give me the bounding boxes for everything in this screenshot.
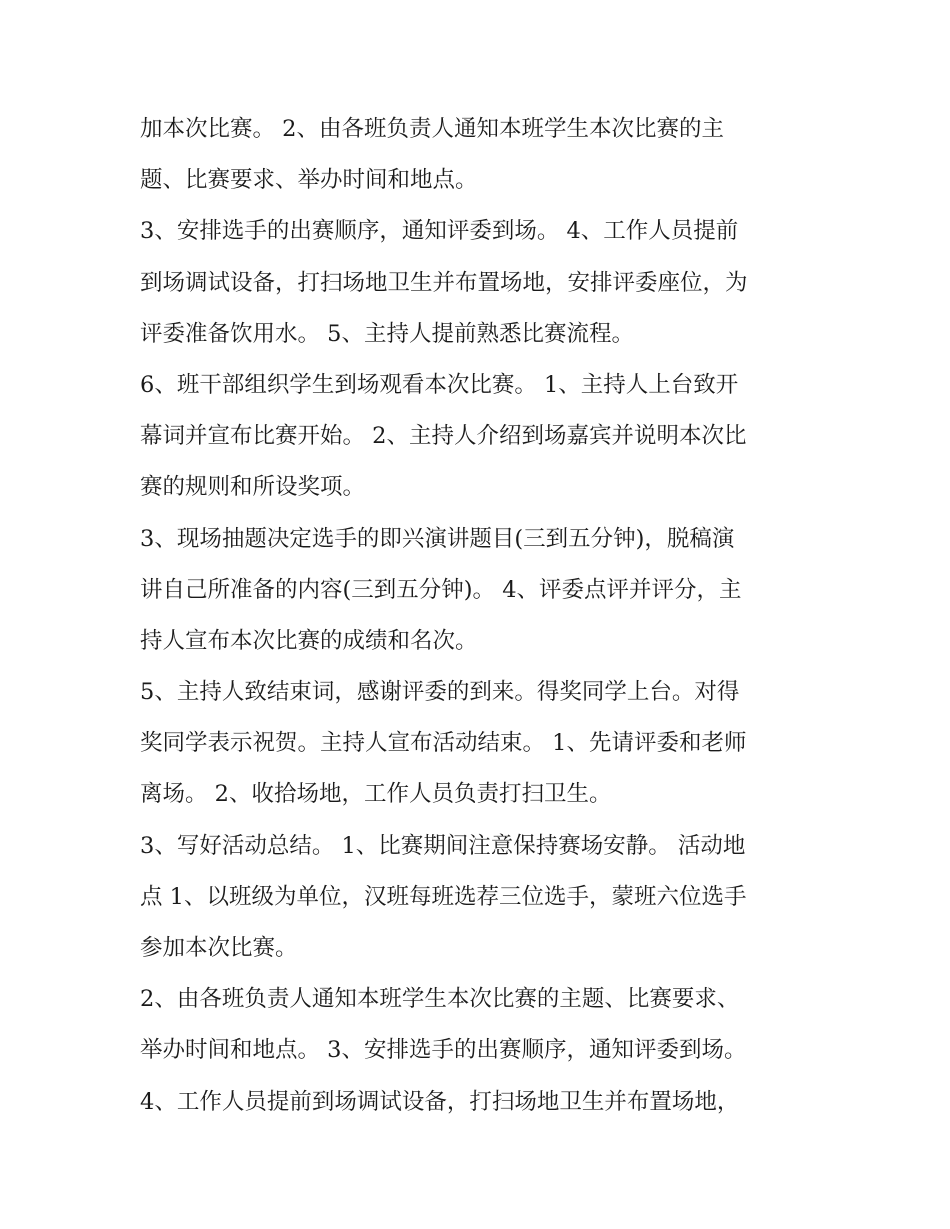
text-line: 到场调试设备，打扫场地卫生并布置场地，安排评委座位，为: [140, 269, 748, 296]
text-line: 举办时间和地点。 3、安排选手的出赛顺序，通知评委到场。: [140, 1037, 747, 1064]
text-line: 4、工作人员提前到场调试设备，打扫场地卫生并布置场地，: [140, 1088, 740, 1115]
text-line: 讲自己所准备的内容(三到五分钟)。 4、评委点评并评分，主: [140, 576, 742, 603]
text-line: 6、班干部组织学生到场观看本次比赛。 1、主持人上台致开: [140, 371, 739, 398]
text-line: 离场。 2、收拾场地，工作人员负责打扫卫生。: [140, 781, 612, 808]
text-line: 赛的规则和所设奖项。: [140, 474, 366, 501]
text-line: 幕词并宣布比赛开始。 2、主持人介绍到场嘉宾并说明本次比: [140, 423, 747, 450]
text-line: 奖同学表示祝贺。主持人宣布活动结束。 1、先请评委和老师: [140, 730, 747, 757]
text-line: 3、现场抽题决定选手的即兴演讲题目(三到五分钟)，脱稿演: [140, 525, 735, 552]
document-body: [140, 104, 820, 1128]
text-line: 评委准备饮用水。 5、主持人提前熟悉比赛流程。: [140, 320, 634, 347]
text-line: 题、比赛要求、举办时间和地点。: [140, 167, 478, 194]
text-line: 持人宣布本次比赛的成绩和名次。: [140, 627, 478, 654]
text-line: 参加本次比赛。: [140, 935, 298, 961]
text-line: 加本次比赛。 2、由各班负责人通知本班学生本次比赛的主: [140, 116, 724, 142]
text-line: 3、写好活动总结。 1、比赛期间注意保持赛场安静。 活动地: [140, 832, 746, 859]
text-line: 2、由各班负责人通知本班学生本次比赛的主题、比赛要求、: [140, 986, 740, 1013]
text-line: 3、安排选手的出赛顺序，通知评委到场。 4、工作人员提前: [140, 218, 739, 245]
text-line: 5、主持人致结束词，感谢评委的到来。得奖同学上台。对得: [140, 679, 740, 706]
text-line: 点 1、以班级为单位，汉班每班选荐三位选手，蒙班六位选手: [140, 883, 747, 910]
